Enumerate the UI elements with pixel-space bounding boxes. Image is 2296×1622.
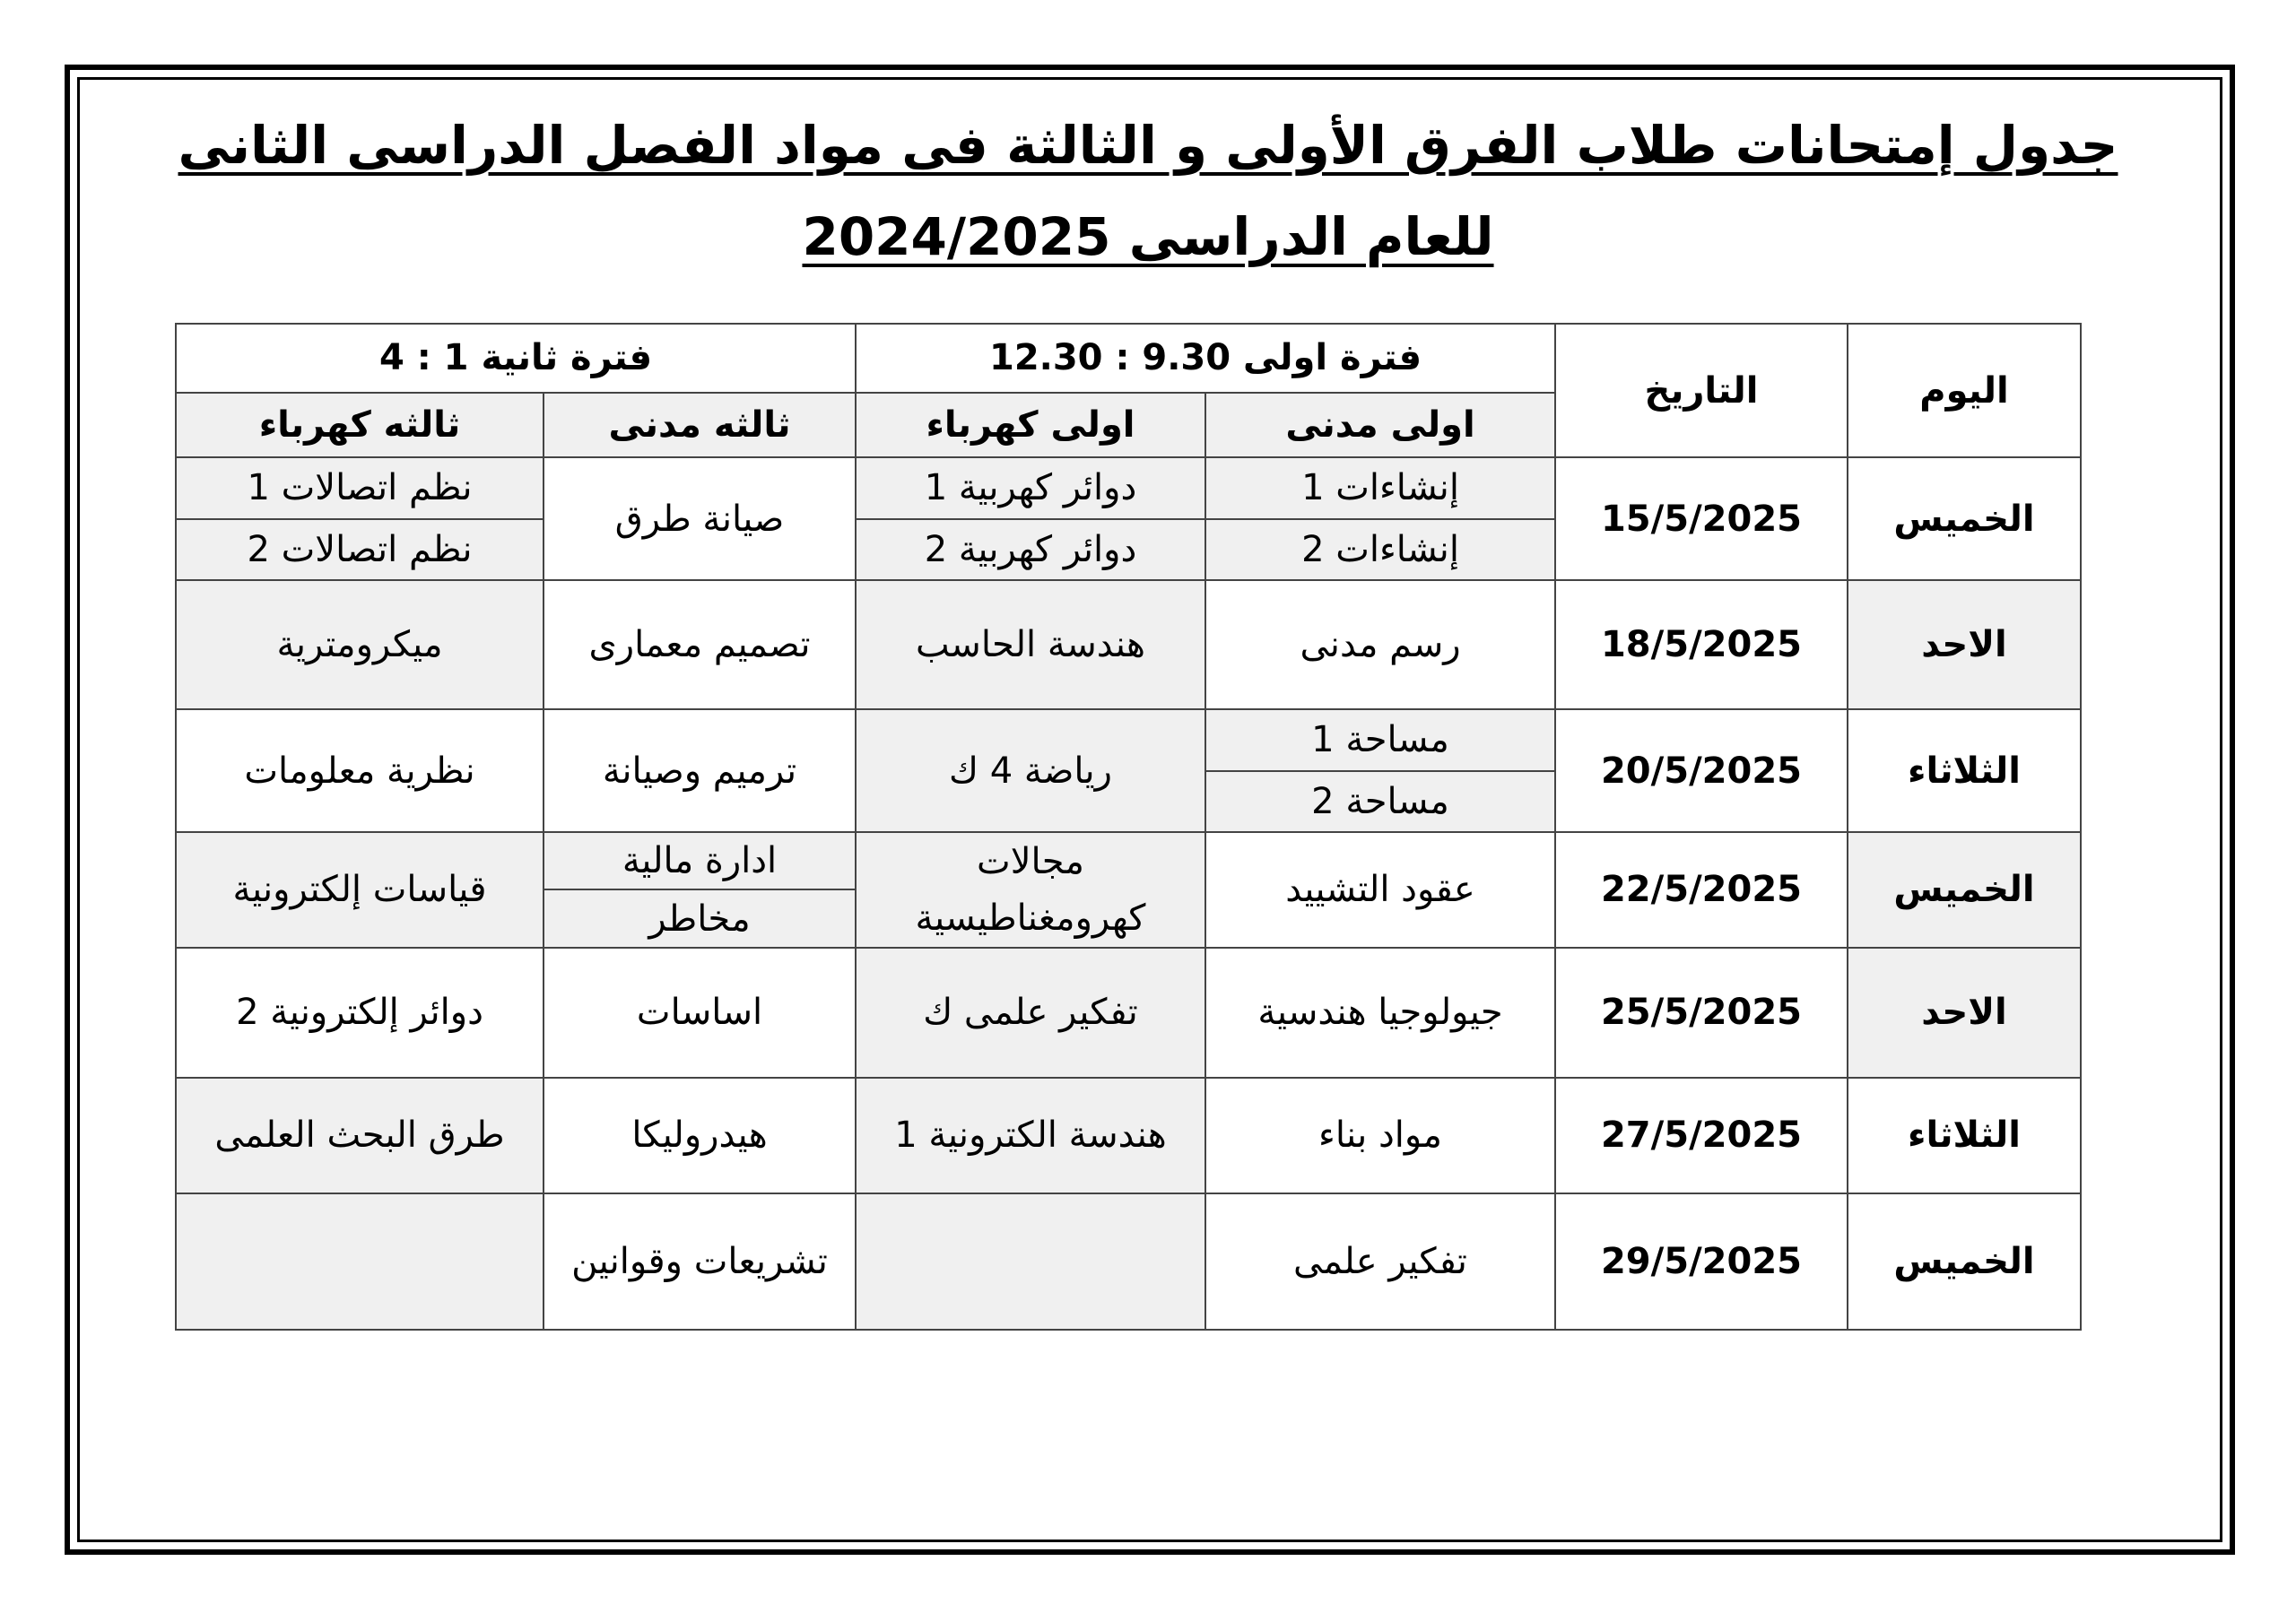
header-period-1: فترة اولى 9.30 : 12.30 [856, 324, 1555, 393]
header-first-civil: اولى مدنى [1205, 393, 1555, 458]
date-cell: 20/5/2025 [1555, 709, 1848, 832]
header-third-elec: ثالثه كهرباء [176, 393, 544, 458]
exam-cell: إنشاءات 1 [1205, 457, 1555, 518]
exam-cell: مجالات [856, 832, 1205, 889]
exam-cell: مواد بناء [1205, 1078, 1555, 1193]
exam-cell: مساحة 1 [1205, 709, 1555, 770]
exam-cell: جيولوجيا هندسية [1205, 948, 1555, 1078]
exam-cell: طرق البحث العلمى [176, 1078, 544, 1193]
exam-cell [856, 1193, 1205, 1330]
page-title: جدول إمتحانات طلاب الفرق الأولى و الثالثة فى مواد الفصل الدراسى الثانى [178, 115, 2118, 176]
day-cell: الخميس [1848, 1193, 2081, 1330]
date-cell: 15/5/2025 [1555, 457, 1848, 580]
exam-cell: تصميم معمارى [544, 580, 856, 709]
day-cell: الخميس [1848, 457, 2081, 580]
exam-schedule-table [175, 323, 2082, 1331]
exam-cell: رياضة 4 ك [856, 709, 1205, 832]
day-cell: الثلاثاء [1848, 709, 2081, 832]
exam-cell: اساسات [544, 948, 856, 1078]
exam-cell: دوائر كهربية 1 [856, 457, 1205, 518]
header-period-2: فترة ثانية 1 : 4 [176, 324, 856, 393]
header-day: اليوم [1848, 324, 2081, 457]
exam-cell: إنشاءات 2 [1205, 519, 1555, 580]
exam-cell: ميكرومترية [176, 580, 544, 709]
exam-cell: نظم اتصالات 2 [176, 519, 544, 580]
exam-cell: هندسة الكترونية 1 [856, 1078, 1205, 1193]
exam-cell: هندسة الحاسب [856, 580, 1205, 709]
exam-cell: دوائر كهربية 2 [856, 519, 1205, 580]
table-row [176, 1078, 2081, 1193]
date-cell: 29/5/2025 [1555, 1193, 1848, 1330]
day-cell: الاحد [1848, 580, 2081, 709]
day-cell: الثلاثاء [1848, 1078, 2081, 1193]
exam-cell: مساحة 2 [1205, 771, 1555, 832]
header-first-elec: اولى كهرباء [856, 393, 1205, 458]
exam-cell: هيدروليكا [544, 1078, 856, 1193]
exam-cell: تفكير علمى ك [856, 948, 1205, 1078]
exam-cell: قياسات إلكترونية [176, 832, 544, 948]
exam-cell: تفكير علمى [1205, 1193, 1555, 1330]
exam-cell: رسم مدنى [1205, 580, 1555, 709]
exam-cell: دوائر إلكترونية 2 [176, 948, 544, 1078]
exam-cell: ترميم وصيانة [544, 709, 856, 832]
header-date: التاريخ [1555, 324, 1848, 457]
table-row [176, 832, 2081, 889]
page-subtitle: للعام الدراسى 2024/2025 [802, 206, 1494, 267]
exam-cell [176, 1193, 544, 1330]
exam-cell: صيانة طرق [544, 457, 856, 580]
table-row [176, 709, 2081, 770]
date-cell: 22/5/2025 [1555, 832, 1848, 948]
table-row [176, 457, 2081, 518]
exam-cell: كهرومغناطيسية [856, 889, 1205, 947]
day-cell: الاحد [1848, 948, 2081, 1078]
header-third-civil: ثالثه مدنى [544, 393, 856, 458]
table-row [176, 1193, 2081, 1330]
table-row [176, 580, 2081, 709]
day-cell: الخميس [1848, 832, 2081, 948]
exam-cell: نظم اتصالات 1 [176, 457, 544, 518]
exam-cell: عقود التشييد [1205, 832, 1555, 948]
exam-cell: تشريعات وقوانين [544, 1193, 856, 1330]
exam-cell: مخاطر [544, 889, 856, 947]
header-row-periods [176, 324, 2081, 393]
date-cell: 18/5/2025 [1555, 580, 1848, 709]
date-cell: 25/5/2025 [1555, 948, 1848, 1078]
date-cell: 27/5/2025 [1555, 1078, 1848, 1193]
exam-cell: نظرية معلومات [176, 709, 544, 832]
exam-cell: ادارة مالية [544, 832, 856, 889]
table-row [176, 948, 2081, 1078]
